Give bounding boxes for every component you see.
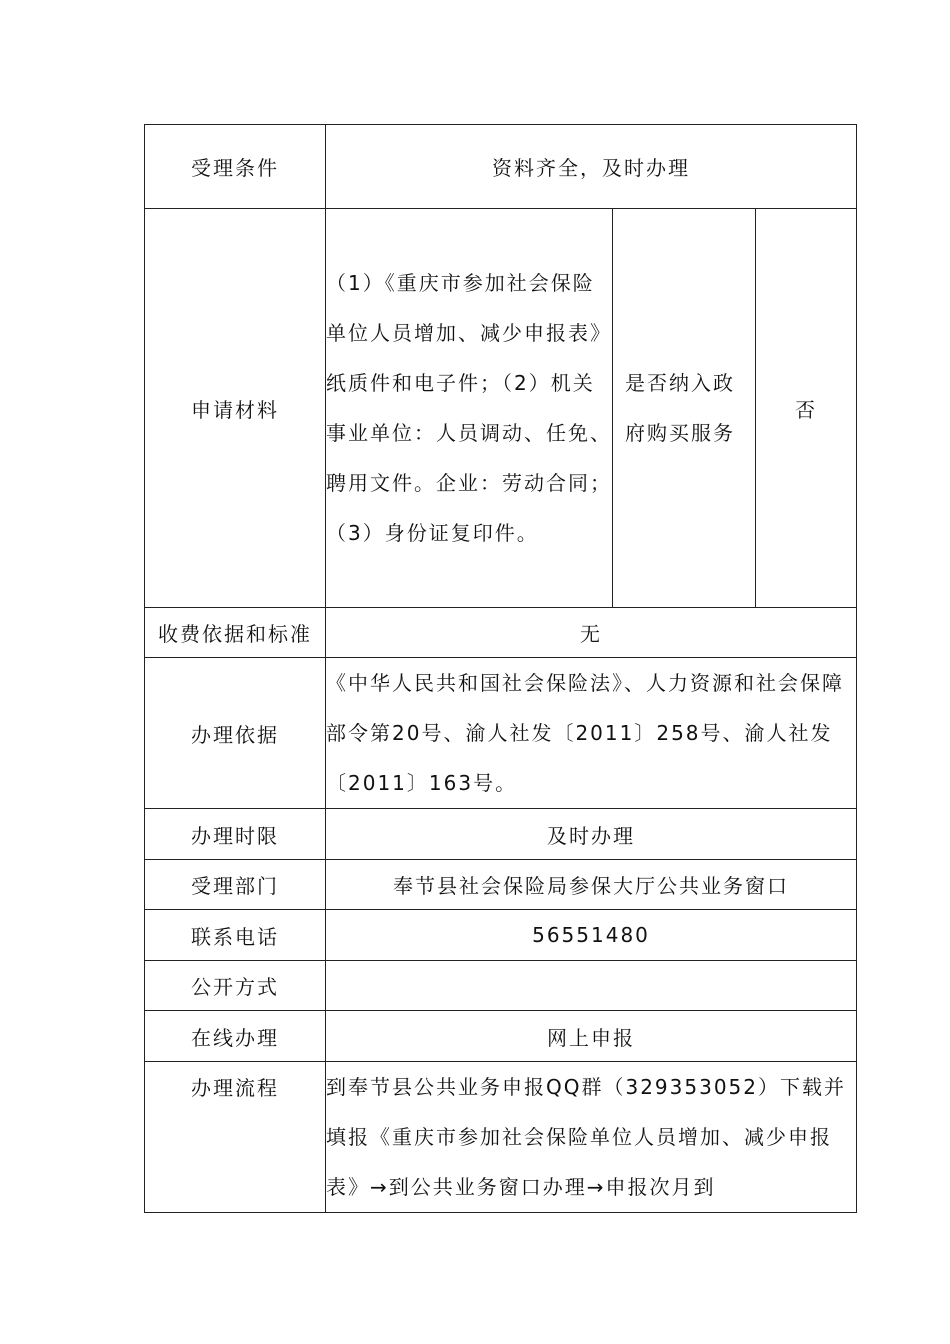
fee-basis-label: 收费依据和标准 bbox=[145, 608, 326, 658]
service-info-table bbox=[144, 124, 857, 1213]
online-label: 在线办理 bbox=[145, 1011, 326, 1062]
department-label: 受理部门 bbox=[145, 860, 326, 910]
row-disclosure bbox=[145, 961, 857, 1011]
phone-value: 56551480 bbox=[326, 910, 857, 961]
time-limit-label: 办理时限 bbox=[145, 809, 326, 860]
application-materials-value: （1）《重庆市参加社会保险单位人员增加、减少申报表》纸质件和电子件；（2）机关事业单位：人员调动、任免、聘用文件。企业：劳动合同；（3）身份证复印件。 bbox=[326, 209, 613, 608]
time-limit-value: 及时办理 bbox=[326, 809, 857, 860]
disclosure-value bbox=[326, 961, 857, 1011]
disclosure-label: 公开方式 bbox=[145, 961, 326, 1011]
row-process bbox=[145, 1062, 857, 1213]
application-materials-label: 申请材料 bbox=[145, 209, 326, 608]
government-purchase-value: 否 bbox=[756, 209, 857, 608]
phone-label: 联系电话 bbox=[145, 910, 326, 961]
row-legal-basis bbox=[145, 658, 857, 809]
row-department bbox=[145, 860, 857, 910]
row-time-limit bbox=[145, 809, 857, 860]
acceptance-conditions-value: 资料齐全，及时办理 bbox=[326, 125, 857, 209]
department-value: 奉节县社会保险局参保大厅公共业务窗口 bbox=[326, 860, 857, 910]
legal-basis-value: 《中华人民共和国社会保险法》、人力资源和社会保障部令第20号、渝人社发〔2011〕258号、渝人社发〔2011〕163号。 bbox=[326, 658, 857, 809]
fee-basis-value: 无 bbox=[326, 608, 857, 658]
row-online bbox=[145, 1011, 857, 1062]
row-phone bbox=[145, 910, 857, 961]
row-acceptance-conditions bbox=[145, 125, 857, 209]
row-application-materials bbox=[145, 209, 857, 608]
process-label: 办理流程 bbox=[145, 1062, 326, 1213]
process-value-cell bbox=[326, 1062, 857, 1213]
online-value: 网上申报 bbox=[326, 1011, 857, 1062]
acceptance-conditions-label: 受理条件 bbox=[145, 125, 326, 209]
row-fee-basis bbox=[145, 608, 857, 658]
government-purchase-label: 是否纳入政府购买服务 bbox=[613, 209, 756, 608]
process-value: 到奉节县公共业务申报QQ群（329353052）下载并填报《重庆市参加社会保险单位人员增加、减少申报表》→到公共业务窗口办理→申报次月到 bbox=[326, 1075, 847, 1199]
legal-basis-label: 办理依据 bbox=[145, 658, 326, 809]
